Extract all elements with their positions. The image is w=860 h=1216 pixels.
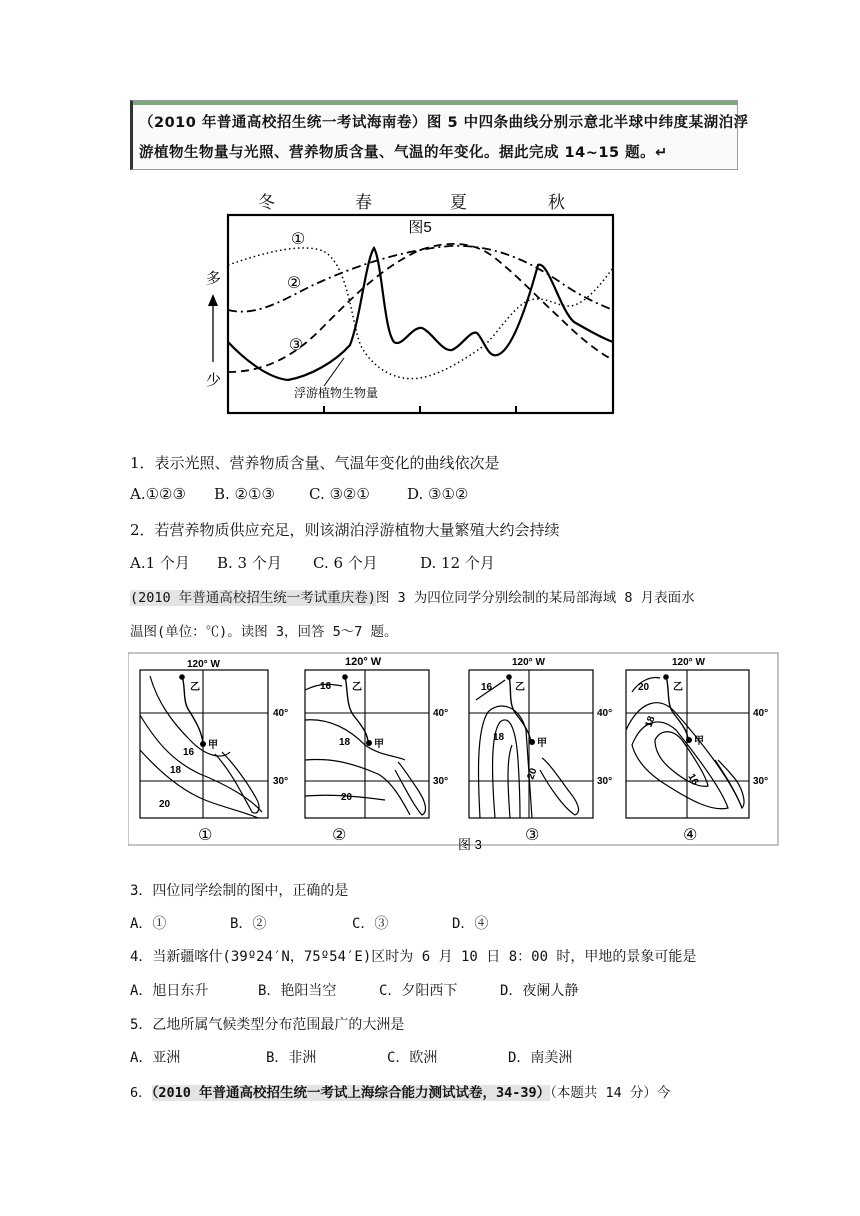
fig5-y-less: 少 <box>206 372 222 389</box>
fig3-panel-3 <box>469 657 612 844</box>
svg-text:16: 16 <box>320 681 332 692</box>
q3-option-b: B．② <box>230 916 267 932</box>
q2-option-a: A.1 个月 <box>130 554 190 572</box>
svg-text:18: 18 <box>643 714 658 730</box>
svg-text:30°: 30° <box>753 776 769 787</box>
fig3-panel-4 <box>626 657 768 844</box>
q6-tail: （本题共 14 分）今 <box>550 1085 671 1101</box>
season-winter: 冬 <box>258 193 275 213</box>
fig5-plankton-leader <box>324 358 344 386</box>
fig5-plankton-label: 浮游植物生物量 <box>294 386 379 400</box>
q2-option-c: C. 6 个月 <box>313 554 378 572</box>
fig5-curve-3-dashed <box>228 244 613 372</box>
q5-option-c: C．欧洲 <box>387 1050 438 1066</box>
svg-text:120° W: 120° W <box>187 659 220 670</box>
svg-text:甲: 甲 <box>208 740 218 751</box>
svg-text:甲: 甲 <box>537 738 547 749</box>
svg-text:40°: 40° <box>597 708 613 719</box>
fig3-caption: 图 3 <box>458 837 482 852</box>
svg-text:16: 16 <box>685 772 701 788</box>
intro-chongqing-source: (2010 年普通高校招生统一考试重庆卷) <box>130 590 376 606</box>
intro-box-hainan <box>130 100 749 170</box>
svg-text:30°: 30° <box>273 776 289 787</box>
svg-text:①: ① <box>198 827 213 844</box>
q5-option-a: A．亚洲 <box>130 1050 181 1066</box>
q2-option-d: D. 12 个月 <box>420 554 495 572</box>
svg-text:甲: 甲 <box>374 739 384 750</box>
season-spring: 春 <box>355 193 372 213</box>
q4-option-b: B．艳阳当空 <box>258 983 337 999</box>
fig5-curve-2-dashdot <box>228 246 613 312</box>
q3-option-c: C．③ <box>352 916 389 932</box>
svg-text:乙: 乙 <box>673 682 683 693</box>
q1-option-a: A.①②③ <box>130 485 186 503</box>
intro-chongqing-text-1: 图 3 为四位同学分别绘制的某局部海域 8 月表面水 <box>375 590 695 606</box>
season-summer: 夏 <box>450 193 467 213</box>
q4-option-d: D．夜阑人静 <box>500 983 579 999</box>
season-autumn: 秋 <box>548 193 565 213</box>
q1-option-d: D. ③①② <box>407 485 469 503</box>
svg-text:18: 18 <box>170 765 182 776</box>
fig5-y-more: 多 <box>206 270 222 287</box>
q1-option-b: B. ②①③ <box>214 485 275 503</box>
q6-number: 6． <box>130 1085 152 1101</box>
svg-text:30°: 30° <box>597 776 613 787</box>
figure-3 <box>128 652 780 856</box>
fig5-curve-label-3: ③ <box>288 337 304 354</box>
svg-text:16: 16 <box>481 682 493 693</box>
intro-line-2: 游植物生物量与光照、营养物质含量、气温的年变化。据此完成 14~15 题。↵ <box>139 145 668 161</box>
q3-option-a: A．① <box>130 916 167 932</box>
q3-stem: 3．四位同学绘制的图中，正确的是 <box>130 883 349 899</box>
svg-text:120° W: 120° W <box>345 656 382 668</box>
svg-text:20: 20 <box>341 792 353 803</box>
svg-text:③: ③ <box>525 827 540 844</box>
q6-line <box>130 1081 670 1101</box>
fig5-y-arrow-head <box>208 294 218 306</box>
q3-option-d: D．④ <box>452 916 489 932</box>
intro-box-top-bar <box>133 101 737 105</box>
q1-stem: 1．表示光照、营养物质含量、气温年变化的曲线依次是 <box>130 454 500 472</box>
figure-5-chart <box>196 208 626 418</box>
svg-text:20: 20 <box>525 766 540 782</box>
svg-text:18: 18 <box>339 737 351 748</box>
svg-text:40°: 40° <box>273 708 289 719</box>
svg-text:120° W: 120° W <box>672 657 705 668</box>
q4-stem: 4．当新疆喀什(39º24′N，75º54′E)区时为 6 月 10 日 8：00 时，甲地的景象可能是 <box>130 949 697 965</box>
fig5-curve-label-1: ① <box>290 231 306 248</box>
q5-stem: 5．乙地所属气候类型分布范围最广的大洲是 <box>130 1017 405 1033</box>
q4-option-c: C．夕阳西下 <box>379 983 458 999</box>
q1-option-c: C. ③②① <box>309 485 370 503</box>
fig3-panel-1 <box>140 659 288 844</box>
svg-text:②: ② <box>332 827 347 844</box>
svg-text:乙: 乙 <box>515 682 525 693</box>
svg-text:20: 20 <box>638 682 650 693</box>
q4-option-a: A．旭日东升 <box>130 983 209 999</box>
intro-chongqing-line-2: 温图(单位：℃)。读图 3，回答 5～7 题。 <box>130 624 398 640</box>
q5-option-b: B．非洲 <box>266 1050 317 1066</box>
svg-text:④: ④ <box>683 827 698 844</box>
intro-chongqing-line-1 <box>130 586 695 606</box>
svg-text:甲: 甲 <box>694 736 704 747</box>
intro-line-1: （2010 年普通高校招生统一考试海南卷）图 5 中四条曲线分别示意北半球中纬度某湖泊浮 <box>139 115 749 131</box>
svg-text:16: 16 <box>183 747 195 758</box>
fig3-panel-2 <box>305 656 448 844</box>
svg-text:20: 20 <box>159 799 171 810</box>
svg-text:乙: 乙 <box>352 682 362 693</box>
q2-stem: 2．若营养物质供应充足，则该湖泊浮游植物大量繁殖大约会持续 <box>130 521 560 539</box>
svg-text:40°: 40° <box>433 708 449 719</box>
svg-text:18: 18 <box>493 732 505 743</box>
fig5-title: 图5 <box>408 219 432 236</box>
svg-text:30°: 30° <box>433 776 449 787</box>
svg-text:乙: 乙 <box>190 682 200 693</box>
q5-option-d: D．南美洲 <box>508 1050 573 1066</box>
q6-source: （2010 年普通高校招生统一考试上海综合能力测试试卷，34-39） <box>151 1085 551 1101</box>
svg-text:120° W: 120° W <box>512 657 545 668</box>
q2-option-b: B. 3 个月 <box>217 554 282 572</box>
fig5-curve-label-2: ② <box>286 275 302 292</box>
svg-text:40°: 40° <box>753 708 769 719</box>
